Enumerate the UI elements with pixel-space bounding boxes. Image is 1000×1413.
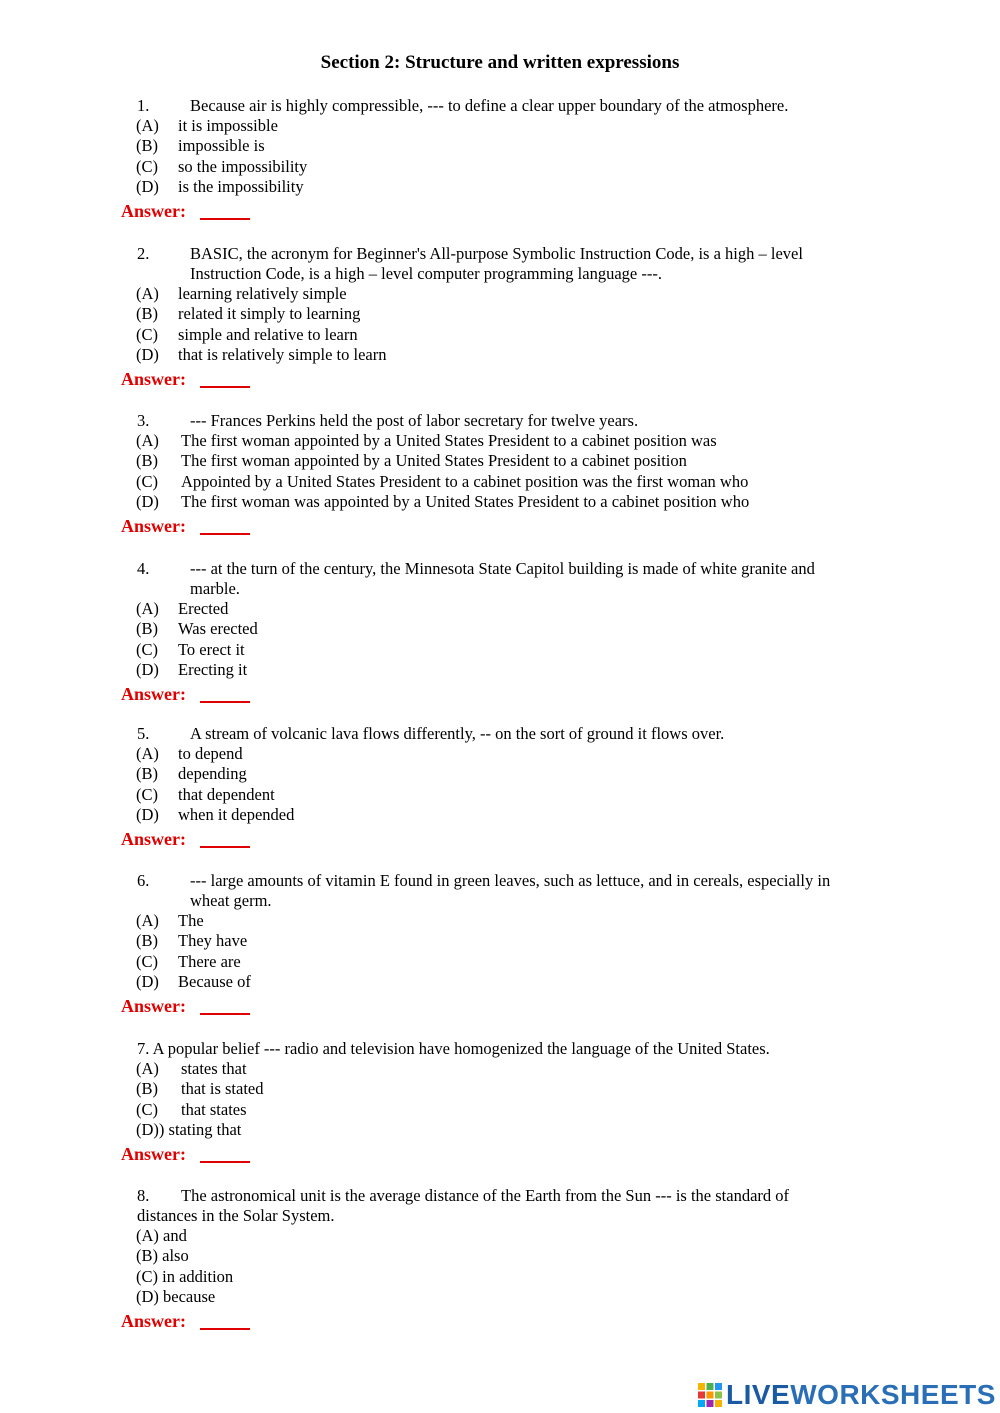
page-title: Section 2: Structure and written expressions (320, 52, 680, 73)
question-number: 3. (137, 411, 150, 430)
question-stem: --- Frances Perkins held the post of labor secretary for twelve years. (190, 411, 639, 430)
answer-label: Answer: (121, 516, 186, 537)
option-c[interactable]: (C) There are (136, 951, 241, 971)
answer-blank[interactable] (200, 533, 250, 535)
option-c[interactable]: (C) in addition (136, 1266, 234, 1286)
option-b[interactable]: (B) related it simply to learning (136, 304, 361, 324)
answer-label: Answer: (121, 369, 186, 390)
answer-label: Answer: (121, 1311, 186, 1332)
question-7 (0, 1039, 1000, 1166)
question-number: 4. (137, 559, 150, 578)
question-1 (0, 96, 1000, 223)
liveworksheets-brand[interactable] (697, 1380, 996, 1410)
question-number: 5. (137, 724, 150, 743)
question-stem: Because air is highly compressible, --- to define a clear upper boundary of the atmosphere. (190, 96, 789, 115)
answer-label: Answer: (121, 996, 186, 1017)
option-b[interactable]: (B) that is stated (136, 1079, 264, 1099)
answer-field[interactable] (0, 1142, 1000, 1166)
answer-field[interactable] (0, 827, 1000, 851)
question-2 (0, 244, 1000, 391)
question-number: 6. (137, 871, 150, 890)
option-c[interactable]: (C) that dependent (136, 784, 275, 804)
question-stem: The astronomical unit is the average distance of the Earth from the Sun --- is the standard of (181, 1186, 790, 1205)
option-d[interactable]: (D) Because of (136, 971, 251, 991)
answer-field[interactable] (0, 514, 1000, 538)
option-c[interactable]: (C) To erect it (136, 639, 245, 659)
answer-field[interactable] (0, 1309, 1000, 1333)
option-a[interactable]: (A) Erected (136, 599, 229, 618)
question-stem: A stream of volcanic lava flows differently, -- on the sort of ground it flows over. (190, 724, 725, 743)
question-3 (0, 411, 1000, 538)
option-c[interactable]: (C) Appointed by a United States President to a cabinet position was the first woman who (136, 471, 749, 491)
answer-label: Answer: (121, 684, 186, 705)
answer-blank[interactable] (200, 1161, 250, 1163)
answer-field[interactable] (0, 994, 1000, 1018)
answer-blank[interactable] (200, 1013, 250, 1015)
option-b[interactable]: (B) They have (136, 931, 248, 951)
answer-blank[interactable] (200, 386, 250, 388)
answer-label: Answer: (121, 1144, 186, 1165)
answer-label: Answer: (121, 201, 186, 222)
brand-wordmark: LIVEWORKSHEETS (726, 1379, 996, 1410)
liveworksheets-logo-icon (697, 1382, 723, 1408)
question-stem: BASIC, the acronym for Beginner's All-purpose Symbolic Instruction Code, is a high – level (190, 244, 803, 263)
question-stem-continued: Instruction Code, is a high – level computer programming language ---. (190, 264, 662, 283)
answer-blank[interactable] (200, 701, 250, 703)
question-number: 2. (137, 244, 150, 263)
question-number: 1. (137, 96, 150, 115)
option-c[interactable]: (C) so the impossibility (136, 156, 308, 176)
answer-blank[interactable] (200, 218, 250, 220)
answer-label: Answer: (121, 829, 186, 850)
option-a[interactable]: (A) The first woman appointed by a United States President to a cabinet position was (136, 431, 717, 450)
option-d[interactable]: (D)) stating that (136, 1119, 242, 1139)
option-b[interactable]: (B) impossible is (136, 136, 265, 156)
option-d[interactable]: (D) The first woman was appointed by a United States President to a cabinet position who (136, 491, 750, 511)
question-stem: 7. A popular belief --- radio and television have homogenized the language of the United States. (137, 1039, 770, 1058)
question-5 (0, 724, 1000, 851)
option-d[interactable]: (D) Erecting it (136, 659, 248, 679)
option-b[interactable]: (B) The first woman appointed by a United States President to a cabinet position (136, 451, 687, 471)
answer-field[interactable] (0, 367, 1000, 391)
option-d[interactable]: (D) that is relatively simple to learn (136, 344, 387, 364)
option-c[interactable]: (C) that states (136, 1099, 247, 1119)
answer-field[interactable] (0, 199, 1000, 223)
option-a[interactable]: (A) and (136, 1226, 187, 1245)
question-8 (0, 1186, 1000, 1333)
question-stem-continued: distances in the Solar System. (137, 1206, 335, 1225)
question-stem-continued: wheat germ. (190, 891, 272, 910)
option-b[interactable]: (B) depending (136, 764, 247, 784)
option-a[interactable]: (A) learning relatively simple (136, 284, 347, 303)
option-a[interactable]: (A) The (136, 911, 204, 930)
option-d[interactable]: (D) because (136, 1286, 216, 1306)
question-6 (0, 871, 1000, 1018)
option-a[interactable]: (A) it is impossible (136, 116, 278, 135)
question-stem: --- large amounts of vitamin E found in green leaves, such as lettuce, and in cereals, especially in (190, 871, 831, 890)
question-4 (0, 559, 1000, 706)
option-d[interactable]: (D) is the impossibility (136, 176, 304, 196)
question-stem: --- at the turn of the century, the Minnesota State Capitol building is made of white granite and (190, 559, 815, 578)
option-d[interactable]: (D) when it depended (136, 804, 295, 824)
question-stem-continued: marble. (190, 579, 240, 598)
option-b[interactable]: (B) also (136, 1246, 189, 1266)
question-number: 8. (137, 1186, 150, 1205)
option-a[interactable]: (A) states that (136, 1059, 247, 1078)
answer-field[interactable] (0, 682, 1000, 706)
option-a[interactable]: (A) to depend (136, 744, 243, 763)
option-c[interactable]: (C) simple and relative to learn (136, 324, 358, 344)
answer-blank[interactable] (200, 1328, 250, 1330)
option-b[interactable]: (B) Was erected (136, 619, 258, 639)
answer-blank[interactable] (200, 846, 250, 848)
